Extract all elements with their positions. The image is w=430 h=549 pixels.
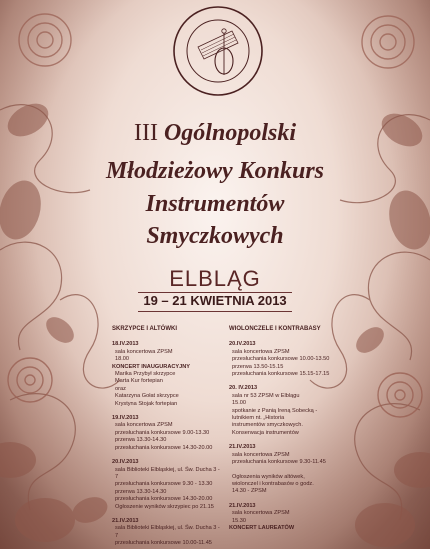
schedule-line: 18.00 [115,356,129,363]
schedule-date: 20. IV.2013 [229,385,258,392]
schedule-lines [112,341,224,547]
schedule-line: Marta Kur fortepian [115,378,163,385]
schedule-line: spotkanie z Panią Ireną Sobecką - [232,407,318,414]
schedule-line: 14.30 - ZPSM [232,488,267,495]
schedule-line: Ogłoszenie wyników skrzypiec po 21.15 [115,503,214,510]
schedule-line: sala koncertowa ZPSM [115,422,173,429]
schedule-lines [229,341,347,532]
title-line-4: Smyczkowych [146,223,284,249]
schedule-line: Konserwacja instrumentów [232,429,299,436]
spacer [229,437,347,444]
schedule-date: 21.IV.2013 [112,517,139,524]
schedule-line: przerwa 13.30-14.30 [115,437,167,444]
schedule-violins-violas [112,326,224,548]
school-logo [170,3,266,99]
schedule-line: sala koncertowa ZPSM [232,348,290,355]
schedule-date: 20.IV.2013 [112,459,139,466]
schedule-line: sala Biblioteki Elbląskiej, ul. Św. Ducha 3 - 7 [115,525,220,539]
spacer [112,452,224,459]
event-dates: 19 – 21 KWIETNIA 2013 [143,293,287,308]
spacer [112,408,224,415]
schedule-line: Krystyna Stojak fortepian [115,400,178,407]
schedule-line: sala koncertowa ZPSM [232,451,290,458]
edition-number: III [133,120,158,146]
schedule-line: sala nr 53 ZPSM w Elblągu [232,392,300,399]
title-line-2: Młodzieżowy Konkurs [105,158,325,184]
spacer [229,378,347,385]
schedule-date: KONCERT LAUREATÓW [229,524,295,531]
schedule-date: 20.IV.2013 [229,341,256,348]
schedule-line: instrumentów smyczkowych. [232,422,303,429]
city-name: ELBLĄG [169,266,261,291]
column-heading: WIOLONCZELE I KONTRABASY [229,326,321,332]
schedule-line: przerwa 13.30-14.30 [115,488,167,495]
schedule-line: lutnikiem nt. „Historia [232,415,285,422]
schedule-line: przesłuchania konkursowe 10.00-11.45 [115,540,212,547]
schedule-line: 15.00 [232,400,246,407]
schedule-line: przesłuchania konkursowe 14.30-20.00 [115,444,213,451]
divider-bottom [138,311,292,312]
schedule-line: sala koncertowa ZPSM [232,510,290,517]
schedule-line: przesłuchania konkursowe 14.30-20.00 [115,496,213,503]
schedule-line: sala koncertowa ZPSM [115,348,173,355]
schedule-line: Ogłoszenia wyników altówek, [232,473,305,480]
title-line-3: Instrumentów [145,191,285,217]
schedule-line: wiolonczel i kontrabasów o godz. [232,480,314,487]
schedule-line: przesłuchania konkursowe 9.00-13.30 [115,429,210,436]
schedule-line: przerwa 13.50-15.15 [232,363,284,370]
schedule-line: przesłuchania konkursowe 15.15-17.15 [232,371,330,378]
schedule-date: KONCERT INAUGURACYJNY [112,363,191,370]
schedule-line: Marika Przybył skrzypce [115,371,176,378]
schedule-line: przesłuchania konkursowe 9.30-11.45 [232,459,326,466]
schedule-date: 18.IV.2013 [112,341,139,348]
cello-in-circle-icon [170,3,266,99]
schedule-line: Katarzyna Gołat skrzypce [115,393,179,400]
spacer [229,467,347,474]
schedule-line: sala Biblioteki Elbląskiej, ul. Św. Ducha 3 - 7 [115,466,220,480]
title-line-1 [0,120,430,147]
schedule-date: 19.IV.2013 [112,415,139,422]
schedule-date: 21.IV.2013 [229,444,256,451]
column-heading: SKRZYPCE I ALTÓWKI [112,326,177,332]
title-ogolnopolski: Ogólnopolski [163,120,296,146]
schedule-date: 21.IV.2013 [229,502,256,509]
schedule-cellos-basses [229,326,347,532]
schedule-line: oraz [115,385,126,392]
schedule-line: przesłuchania konkursowe 9.30 - 13.30 [115,481,213,488]
schedule-line: 15.30 [232,517,246,524]
spacer [112,511,224,518]
spacer [229,496,347,503]
schedule-line: przesłuchania konkursowe 10.00-13.50 [232,356,330,363]
